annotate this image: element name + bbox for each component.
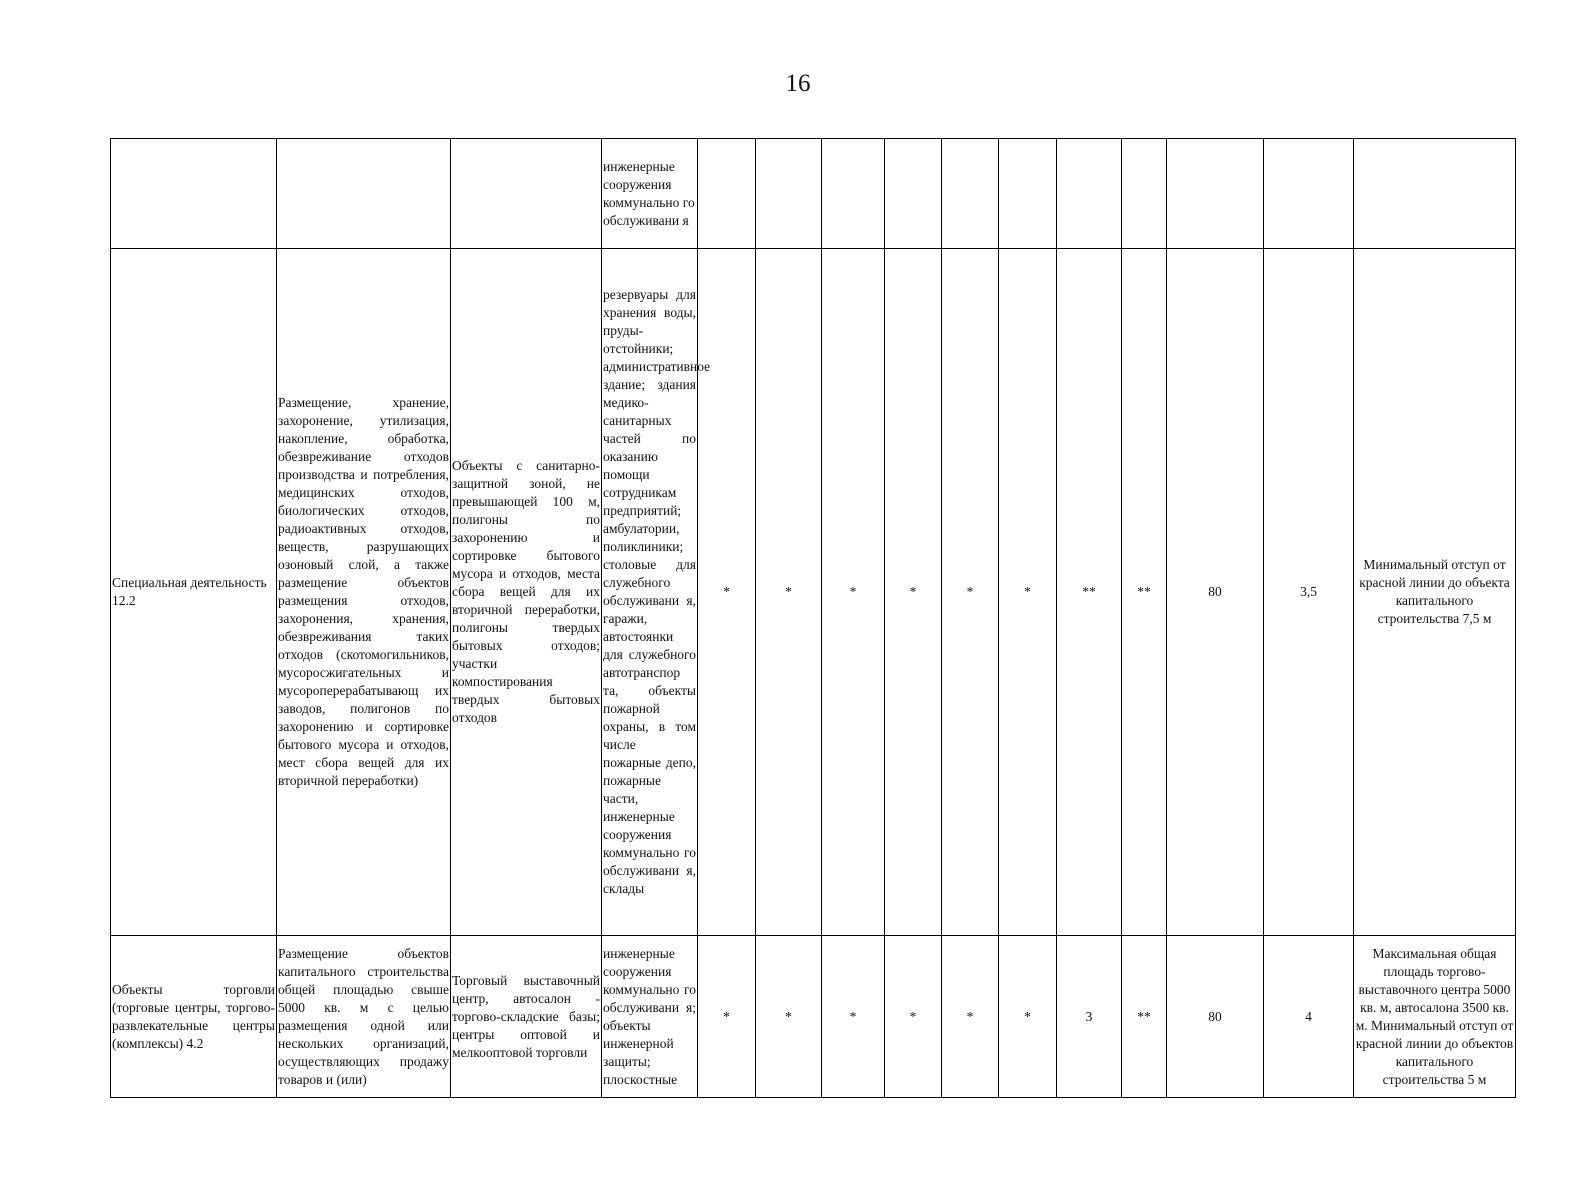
parameter-cell-1: * [698,249,756,936]
land-use-description-cell: Размещение объектов капитального строительства общей площадью свыше 5000 кв. м с целью размещения одной или нескольких организаций, осуществляющих продажу товаров и (или) [277,936,451,1098]
floor-ratio-cell: 3,5 [1264,249,1354,936]
parameter-cell-3: * [822,936,885,1098]
note-cell: Минимальный отступ от красной линии до объекта капитального строительства 7,5 м [1354,249,1516,936]
parameter-cell-4 [885,139,942,249]
auxiliary-objects-cell: резервуары для хранения воды, пруды-отстойники; административное здание; здания медико-санитарных частей по оказанию помощи сотрудникам предприятий; амбулатории, поликлиники; столовые для служебного обслуживани я, гаражи, автостоянки для служебного автотранспор та, объекты пожарной охраны, в том числе пожарные депо, пожарные части, инженерные сооружения коммунально го обслуживани я, склады [602,249,698,936]
note-cell: Максимальная общая площадь торгово-выставочного центра 5000 кв. м, автосалона 3500 кв. м. Минимальный отступ от красной линии до объектов капитального строительства 5 м [1354,936,1516,1098]
page-number: 16 [785,70,811,97]
note-cell [1354,139,1516,249]
land-use-description-cell: Размещение, хранение, захоронение, утилизация, накопление, обработка, обезвреживание отходов производства и потребления, медицинских отходов, биологических отходов, радиоактивных отходов, веществ, разрушающих озоновый слой, а также размещение объектов размещения отходов, захоронения, хранения, обезвреживания таких отходов (скотомогильников, мусоросжигательных и мусороперерабатывающ их заводов, полигонов по захоронению и сортировке бытового мусора и отходов, мест сбора вещей для их вторичной переработки) [277,249,451,936]
floor-ratio-cell [1264,139,1354,249]
auxiliary-objects-cell: инженерные сооружения коммунально го обслуживани я; объекты инженерной защиты; плоскостные [602,936,698,1098]
parameter-cell-2: * [756,936,822,1098]
coverage-percent-cell: 80 [1167,936,1264,1098]
parameter-cell-8: ** [1122,936,1167,1098]
permitted-objects-cell: Торговый выставочный центр, автосалон - торгово-складские базы; центры оптовой и мелкооптовой торговли [451,936,602,1098]
land-use-name-cell [111,139,277,249]
table-row [111,936,1516,1098]
parameter-cell-4: * [885,249,942,936]
parameter-cell-1 [698,139,756,249]
parameter-cell-8: ** [1122,249,1167,936]
land-use-description-cell [277,139,451,249]
parameter-cell-7: ** [1057,249,1122,936]
permitted-objects-cell: Объекты с санитарно-защитной зоной, не превышающей 100 м, полигоны по захоронению и сортировке бытового мусора и отходов, места сбора вещей для их вторичной переработки, полигоны твердых бытовых отходов; участки компостирования твердых бытовых отходов [451,249,602,936]
parameter-cell-5 [942,139,999,249]
parameter-cell-6: * [999,249,1057,936]
parameter-cell-3: * [822,249,885,936]
permitted-objects-cell [451,139,602,249]
land-use-name-cell: Специальная деятельность 12.2 [111,249,277,936]
parameter-cell-5: * [942,936,999,1098]
parameter-cell-6 [999,139,1057,249]
parameter-cell-4: * [885,936,942,1098]
zoning-regulations-table [110,138,1516,1098]
parameter-cell-7 [1057,139,1122,249]
parameter-cell-6: * [999,936,1057,1098]
floor-ratio-cell: 4 [1264,936,1354,1098]
parameter-cell-2: * [756,249,822,936]
coverage-percent-cell [1167,139,1264,249]
auxiliary-objects-cell: инженерные сооружения коммунально го обслуживани я [602,139,698,249]
parameter-cell-8 [1122,139,1167,249]
parameter-cell-2 [756,139,822,249]
land-use-name-cell: Объекты торговли (торговые центры, торгово-развлекательные центры (комплексы) 4.2 [111,936,277,1098]
coverage-percent-cell: 80 [1167,249,1264,936]
parameter-cell-5: * [942,249,999,936]
parameter-cell-7: 3 [1057,936,1122,1098]
parameter-cell-1: * [698,936,756,1098]
table-row [111,139,1516,249]
table-row [111,249,1516,936]
parameter-cell-3 [822,139,885,249]
